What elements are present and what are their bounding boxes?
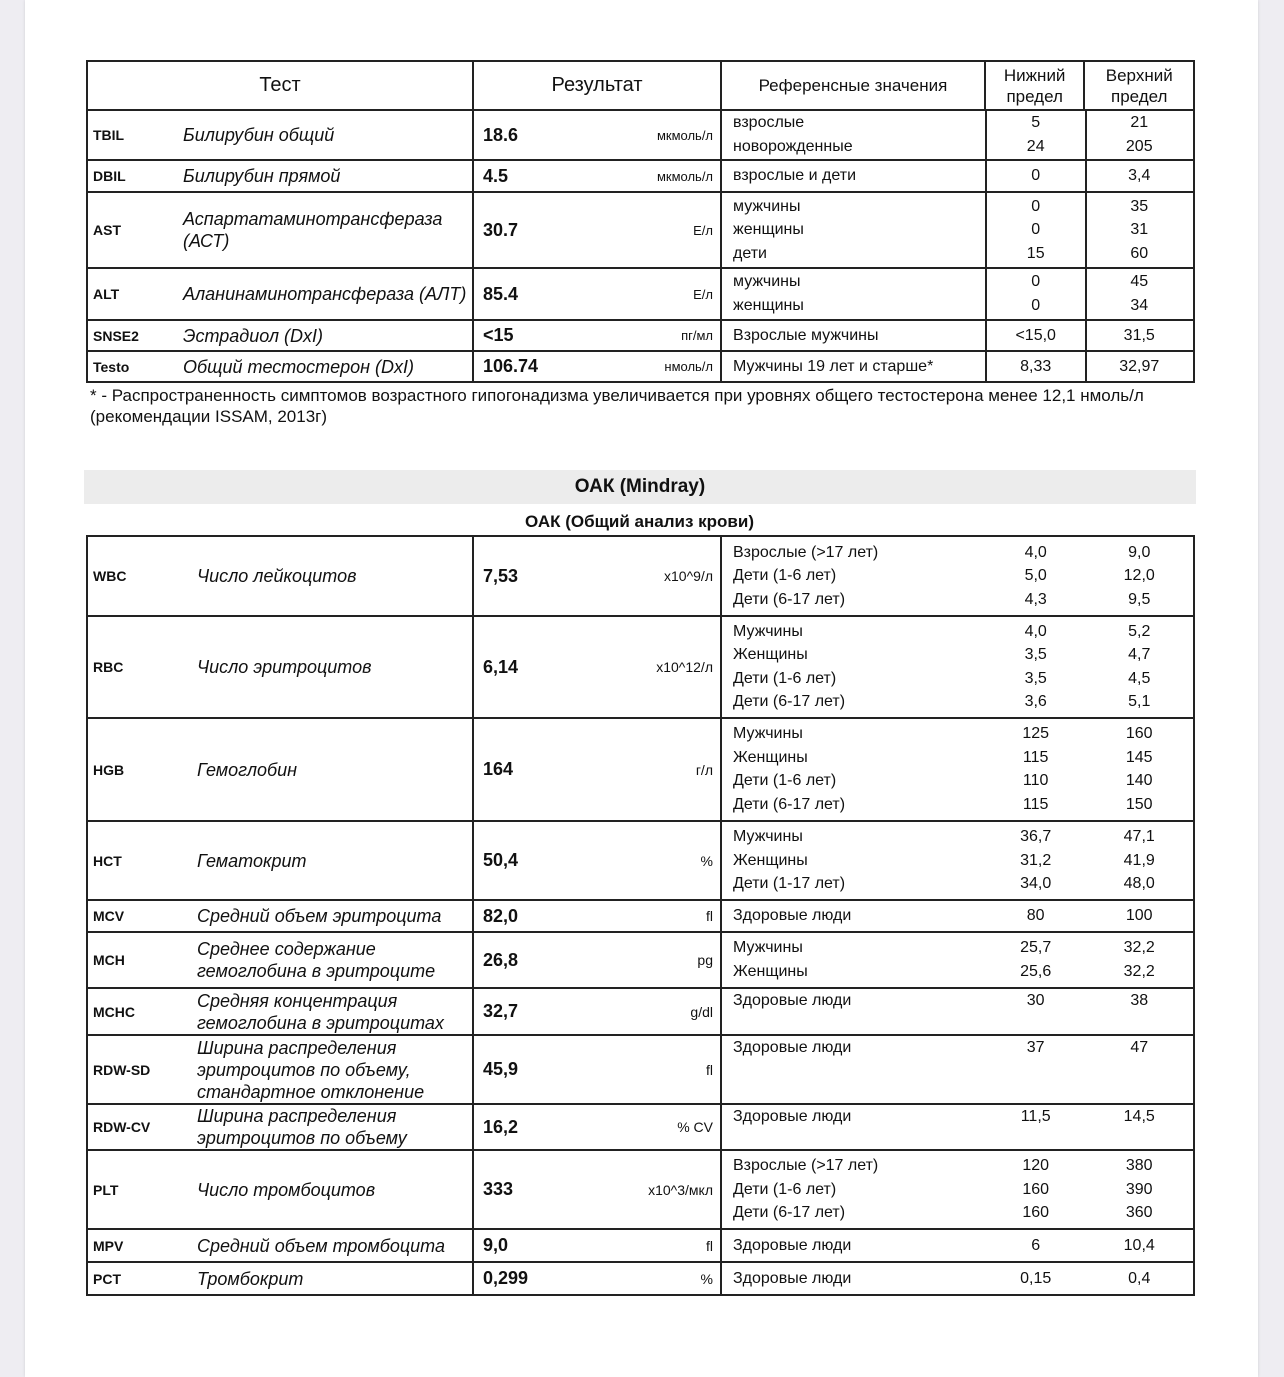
reference-cell — [721, 160, 1194, 192]
reference-group: Женщины — [733, 962, 808, 980]
test-name: Ширина распределения эритроцитов по объему — [179, 1104, 473, 1150]
result-unit: x10^12/л — [656, 659, 713, 675]
result-value: 32,7 — [483, 1001, 519, 1021]
footnote: * - Распространенность симптомов возрастного гипогонадизма увеличивается при уровнях общего тестостерона менее 12,1 нмоль/л (рекомендации ISSAM, 2013г) — [90, 386, 1144, 426]
reference-group: женщины — [733, 296, 804, 314]
test-name: Общий тестостерон (DxI) — [179, 351, 473, 382]
reference-range — [722, 242, 1193, 266]
result-value: 30.7 — [483, 219, 519, 240]
column-divider — [1085, 352, 1087, 381]
result-cell — [473, 718, 721, 821]
reference-range — [722, 588, 1193, 612]
reference-range — [722, 746, 1193, 770]
result-value: 6,14 — [483, 656, 519, 677]
result-cell — [473, 932, 721, 988]
lower-limit: 34,0 — [1020, 875, 1052, 892]
upper-limit: 12,0 — [1123, 567, 1155, 584]
table-row — [87, 1262, 1194, 1295]
column-divider — [1085, 269, 1087, 319]
upper-limit: 4,7 — [1128, 646, 1151, 664]
lower-limit: 110 — [1022, 772, 1049, 790]
upper-limit: 380 — [1125, 1157, 1153, 1174]
reference-group: Взрослые (>17 лет) — [733, 543, 879, 561]
result-unit: пг/мл — [681, 328, 714, 343]
reference-range — [722, 989, 1193, 1013]
reference-group: Здоровые люди — [733, 907, 852, 924]
reference-range — [722, 849, 1193, 873]
lower-limit: 25,6 — [1020, 962, 1052, 980]
reference-group: Дети (1-6 лет) — [733, 772, 837, 790]
column-divider — [1085, 161, 1087, 191]
reference-cell — [721, 1150, 1194, 1229]
reference-group: Дети (1-6 лет) — [733, 669, 837, 687]
reference-group: Здоровые люди — [733, 1236, 852, 1254]
result-cell — [473, 192, 721, 268]
column-divider — [985, 161, 987, 191]
report-page — [25, 0, 1258, 1377]
table-row — [87, 1229, 1194, 1262]
result-cell — [473, 536, 721, 616]
lower-limit: 0 — [1031, 221, 1041, 238]
lower-limit: 3,5 — [1024, 646, 1047, 664]
upper-limit: 47,1 — [1123, 828, 1155, 845]
upper-limit: 9,0 — [1128, 543, 1151, 561]
reference-group: Женщины — [733, 646, 808, 664]
section-title-band — [84, 470, 1196, 504]
header-reference-group — [721, 61, 1194, 110]
reference-cell — [721, 192, 1194, 268]
upper-limit: 100 — [1125, 907, 1153, 924]
upper-limit: 140 — [1125, 772, 1153, 790]
result-value: 164 — [483, 759, 514, 779]
header-test: Тест — [87, 61, 473, 110]
reference-group: женщины — [733, 221, 804, 238]
reference-range — [722, 960, 1193, 984]
test-code: RBC — [87, 616, 179, 718]
lower-limit: 15 — [1026, 244, 1045, 262]
lower-limit: 37 — [1026, 1038, 1045, 1056]
lower-limit: 5 — [1031, 114, 1041, 132]
reference-range — [722, 644, 1193, 668]
test-code: AST — [87, 192, 179, 268]
test-code: HCT — [87, 821, 179, 900]
upper-limit: 34 — [1130, 296, 1149, 314]
lower-limit: 115 — [1022, 795, 1049, 813]
test-code: TBIL — [87, 110, 179, 160]
reference-cell — [721, 932, 1194, 988]
table-row — [87, 1104, 1194, 1150]
biochem-header-row — [87, 61, 1194, 110]
upper-limit: 32,2 — [1123, 939, 1155, 957]
reference-group: взрослые и дети — [733, 167, 856, 184]
result-value: 16,2 — [483, 1116, 519, 1137]
result-unit: fl — [706, 1061, 713, 1078]
lower-limit: 11,5 — [1020, 1107, 1051, 1125]
test-code: ALT — [87, 268, 179, 320]
reference-cell — [721, 900, 1194, 932]
reference-cell — [721, 351, 1194, 382]
upper-limit: 160 — [1125, 725, 1153, 743]
result-cell — [473, 1262, 721, 1295]
lower-limit: 160 — [1022, 1180, 1050, 1198]
test-name: Аланинаминотрансфераза (АЛТ) — [179, 268, 473, 320]
reference-cell — [721, 1035, 1194, 1104]
lower-limit: 25,7 — [1020, 939, 1052, 957]
result-unit: Е/л — [693, 286, 714, 302]
upper-limit: 32,97 — [1119, 357, 1160, 375]
lower-limit: 0 — [1031, 273, 1041, 291]
reference-group: дети — [733, 244, 767, 262]
reference-range — [722, 112, 1193, 136]
result-cell — [473, 268, 721, 320]
upper-limit: 38 — [1130, 991, 1149, 1009]
result-unit: g/dl — [690, 1003, 713, 1020]
table-row — [87, 718, 1194, 821]
test-code: PCT — [87, 1262, 179, 1295]
test-name: Ширина распределения эритроцитов по объему, стандартное отклонение — [179, 1035, 473, 1104]
reference-group: Мужчины — [733, 939, 803, 957]
reference-group: Здоровые люди — [733, 1269, 852, 1287]
reference-range — [722, 1234, 1193, 1258]
result-value: 106.74 — [483, 356, 539, 376]
reference-range — [722, 691, 1193, 715]
upper-limit: 31,5 — [1123, 326, 1155, 344]
result-unit: pg — [697, 952, 713, 968]
result-value: 18.6 — [483, 124, 519, 145]
result-unit: fl — [706, 908, 713, 924]
upper-limit: 205 — [1125, 137, 1153, 155]
upper-limit: 5,1 — [1128, 693, 1151, 711]
test-name: Среднее содержание гемоглобина в эритроците — [179, 932, 473, 988]
reference-cell — [721, 718, 1194, 821]
result-unit: мкмоль/л — [656, 168, 714, 184]
test-name: Гемоглобин — [179, 718, 473, 821]
table-row — [87, 536, 1194, 616]
test-name: Средняя концентрация гемоглобина в эритроцитах — [179, 988, 473, 1035]
lower-limit: 120 — [1022, 1157, 1050, 1174]
header-reference: Референсные значения — [722, 62, 986, 109]
result-value: 26,8 — [483, 949, 519, 970]
reference-range — [722, 1154, 1193, 1178]
result-value: 85.4 — [483, 283, 519, 304]
table-row — [87, 900, 1194, 932]
upper-limit: 60 — [1130, 244, 1149, 262]
lower-limit: 8,33 — [1020, 357, 1052, 375]
result-value: 0,299 — [483, 1268, 529, 1288]
reference-range — [722, 218, 1193, 242]
test-code: HGB — [87, 718, 179, 821]
result-unit: % CV — [677, 1119, 713, 1135]
reference-range — [722, 564, 1193, 588]
test-code: DBIL — [87, 160, 179, 192]
lower-limit: 6 — [1031, 1236, 1041, 1254]
test-code: MCV — [87, 900, 179, 932]
column-divider — [985, 352, 987, 381]
reference-cell — [721, 821, 1194, 900]
lower-limit: 0 — [1031, 197, 1041, 215]
test-name: Число лейкоцитов — [179, 536, 473, 616]
column-divider — [985, 111, 987, 159]
lower-limit: 0 — [1031, 296, 1041, 314]
upper-limit: 45 — [1130, 273, 1149, 291]
upper-limit: 4,5 — [1128, 669, 1151, 687]
table-row — [87, 160, 1194, 192]
reference-group: Взрослые (>17 лет) — [733, 1157, 879, 1174]
reference-range — [722, 1267, 1193, 1291]
reference-range — [722, 667, 1193, 691]
reference-group: Взрослые мужчины — [733, 326, 879, 344]
reference-range — [722, 793, 1193, 817]
lower-limit: 4,0 — [1024, 543, 1047, 561]
column-divider — [985, 193, 987, 267]
column-divider — [985, 321, 987, 350]
lower-limit: 80 — [1026, 907, 1045, 924]
lower-limit: 4,0 — [1024, 622, 1047, 640]
upper-limit: 360 — [1125, 1204, 1153, 1221]
upper-limit: 41,9 — [1123, 851, 1155, 869]
lower-limit: 160 — [1022, 1204, 1050, 1221]
test-name: Эстрадиол (DxI) — [179, 320, 473, 351]
table-row — [87, 932, 1194, 988]
reference-range — [722, 620, 1193, 644]
biochem-table — [86, 60, 1195, 383]
reference-group: Дети (1-6 лет) — [733, 567, 837, 584]
test-code: MPV — [87, 1229, 179, 1262]
result-unit: fl — [706, 1237, 713, 1254]
test-code: RDW-SD — [87, 1035, 179, 1104]
reference-range — [722, 1201, 1193, 1225]
result-unit: Е/л — [693, 222, 714, 238]
reference-cell — [721, 110, 1194, 160]
test-code: RDW-CV — [87, 1104, 179, 1150]
upper-limit: 5,2 — [1128, 622, 1151, 640]
test-name: Билирубин общий — [179, 110, 473, 160]
test-name: Число эритроцитов — [179, 616, 473, 718]
result-unit: x10^9/л — [664, 568, 713, 584]
table-row — [87, 268, 1194, 320]
lower-limit: 3,5 — [1024, 669, 1047, 687]
reference-cell — [721, 1262, 1194, 1295]
test-code: Testo — [87, 351, 179, 382]
reference-group: взрослые — [733, 114, 805, 132]
reference-cell — [721, 268, 1194, 320]
reference-range — [722, 164, 1193, 188]
result-unit: % — [700, 852, 713, 869]
header-upper-limit: Верхний предел — [1105, 65, 1173, 106]
test-name: Тромбокрит — [179, 1262, 473, 1295]
reference-range — [722, 770, 1193, 794]
lower-limit: 0 — [1031, 167, 1041, 184]
test-code: SNSE2 — [87, 320, 179, 351]
lower-limit: 3,6 — [1024, 693, 1047, 711]
result-unit: x10^3/мкл — [648, 1181, 713, 1198]
lower-limit: 115 — [1022, 748, 1049, 766]
column-divider — [1085, 193, 1087, 267]
table-row — [87, 616, 1194, 718]
result-value: 4.5 — [483, 165, 509, 186]
table-row — [87, 1150, 1194, 1229]
result-cell — [473, 1150, 721, 1229]
result-cell — [473, 1035, 721, 1104]
upper-limit: 10,4 — [1123, 1236, 1155, 1254]
reference-range — [722, 294, 1193, 318]
reference-range — [722, 355, 1193, 379]
reference-range — [722, 904, 1193, 928]
upper-limit: 3,4 — [1128, 167, 1151, 184]
reference-group: Дети (6-17 лет) — [733, 590, 846, 608]
reference-range — [722, 324, 1193, 348]
reference-cell — [721, 536, 1194, 616]
test-name: Гематокрит — [179, 821, 473, 900]
lower-limit: 36,7 — [1020, 828, 1052, 845]
test-code: MCHC — [87, 988, 179, 1035]
reference-range — [722, 825, 1193, 849]
cbc-table — [86, 535, 1195, 1296]
lower-limit: 125 — [1022, 725, 1050, 743]
reference-group: Здоровые люди — [733, 1038, 852, 1056]
reference-group: Дети (1-17 лет) — [733, 875, 846, 892]
reference-range — [722, 1105, 1193, 1129]
upper-limit: 47 — [1130, 1038, 1149, 1056]
result-cell — [473, 320, 721, 351]
result-value: 9,0 — [483, 1235, 509, 1255]
upper-limit: 14,5 — [1123, 1107, 1155, 1125]
result-value: 333 — [483, 1179, 514, 1199]
reference-group: новорожденные — [733, 137, 853, 155]
result-cell — [473, 110, 721, 160]
result-cell — [473, 988, 721, 1035]
table-row — [87, 821, 1194, 900]
column-divider — [985, 269, 987, 319]
result-cell — [473, 1104, 721, 1150]
reference-range — [722, 723, 1193, 747]
result-value: <15 — [483, 325, 514, 345]
reference-cell — [721, 320, 1194, 351]
test-name: Средний объем эритроцита — [179, 900, 473, 932]
column-divider — [1085, 111, 1087, 159]
test-name: Средний объем тромбоцита — [179, 1229, 473, 1262]
result-unit: г/л — [695, 761, 713, 778]
result-value: 45,9 — [483, 1059, 519, 1079]
result-value: 7,53 — [483, 565, 519, 586]
reference-group: Мужчины 19 лет и старше* — [733, 357, 934, 375]
upper-limit: 31 — [1130, 221, 1149, 238]
cbc-subtitle: ОАК (Общий анализ крови) — [525, 512, 754, 531]
result-cell — [473, 616, 721, 718]
reference-group: мужчины — [733, 273, 801, 291]
reference-range — [722, 1036, 1193, 1060]
result-cell — [473, 821, 721, 900]
upper-limit: 0,4 — [1128, 1269, 1151, 1287]
reference-group: Женщины — [733, 851, 808, 869]
test-code: PLT — [87, 1150, 179, 1229]
lower-limit: 24 — [1026, 137, 1045, 155]
lower-limit: 4,3 — [1024, 590, 1047, 608]
result-value: 82,0 — [483, 905, 519, 926]
table-row — [87, 320, 1194, 351]
upper-limit: 150 — [1125, 795, 1153, 813]
reference-group: Женщины — [733, 748, 808, 766]
lower-limit: 0,15 — [1020, 1269, 1052, 1287]
result-cell — [473, 351, 721, 382]
reference-group: Мужчины — [733, 622, 803, 640]
reference-cell — [721, 1104, 1194, 1150]
result-value: 50,4 — [483, 850, 519, 870]
result-cell — [473, 1229, 721, 1262]
reference-group: Здоровые люди — [733, 991, 852, 1009]
test-code: MCH — [87, 932, 179, 988]
upper-limit: 145 — [1125, 748, 1153, 766]
lower-limit: <15,0 — [1015, 326, 1056, 344]
reference-group: мужчины — [733, 197, 801, 215]
lower-limit: 5,0 — [1024, 567, 1047, 584]
upper-limit: 35 — [1130, 197, 1149, 215]
table-row — [87, 1035, 1194, 1104]
reference-cell — [721, 988, 1194, 1035]
result-cell — [473, 900, 721, 932]
reference-group: Дети (1-6 лет) — [733, 1180, 837, 1198]
reference-range — [722, 195, 1193, 219]
reference-group: Дети (6-17 лет) — [733, 693, 846, 711]
upper-limit: 390 — [1125, 1180, 1153, 1198]
reference-range — [722, 937, 1193, 961]
lower-limit: 31,2 — [1020, 851, 1052, 869]
reference-range — [722, 541, 1193, 565]
test-name: Аспартатаминотрансфераза (АСТ) — [179, 192, 473, 268]
header-result: Результат — [473, 61, 721, 110]
test-name: Число тромбоцитов — [179, 1150, 473, 1229]
upper-limit: 9,5 — [1128, 590, 1151, 608]
reference-range — [722, 872, 1193, 896]
test-name: Билирубин прямой — [179, 160, 473, 192]
table-row — [87, 192, 1194, 268]
reference-group: Дети (6-17 лет) — [733, 795, 846, 813]
reference-group: Мужчины — [733, 725, 803, 743]
upper-limit: 21 — [1130, 114, 1149, 132]
reference-cell — [721, 1229, 1194, 1262]
reference-range — [722, 271, 1193, 295]
reference-group: Дети (6-17 лет) — [733, 1204, 846, 1221]
reference-range — [722, 135, 1193, 159]
column-divider — [1085, 321, 1087, 350]
reference-range — [722, 1178, 1193, 1202]
upper-limit: 48,0 — [1123, 875, 1155, 892]
reference-cell — [721, 616, 1194, 718]
header-lower-limit: Нижний предел — [986, 62, 1086, 109]
reference-group: Мужчины — [733, 828, 803, 845]
section-title: ОАК (Mindray) — [574, 476, 706, 497]
result-cell — [473, 160, 721, 192]
result-unit: нмоль/л — [664, 359, 714, 374]
test-code: WBC — [87, 536, 179, 616]
result-unit: % — [700, 1270, 713, 1287]
table-row — [87, 988, 1194, 1035]
table-row — [87, 110, 1194, 160]
reference-group: Здоровые люди — [733, 1107, 852, 1125]
upper-limit: 32,2 — [1123, 962, 1155, 980]
result-unit: мкмоль/л — [656, 127, 714, 143]
lower-limit: 30 — [1026, 991, 1045, 1009]
table-row — [87, 351, 1194, 382]
